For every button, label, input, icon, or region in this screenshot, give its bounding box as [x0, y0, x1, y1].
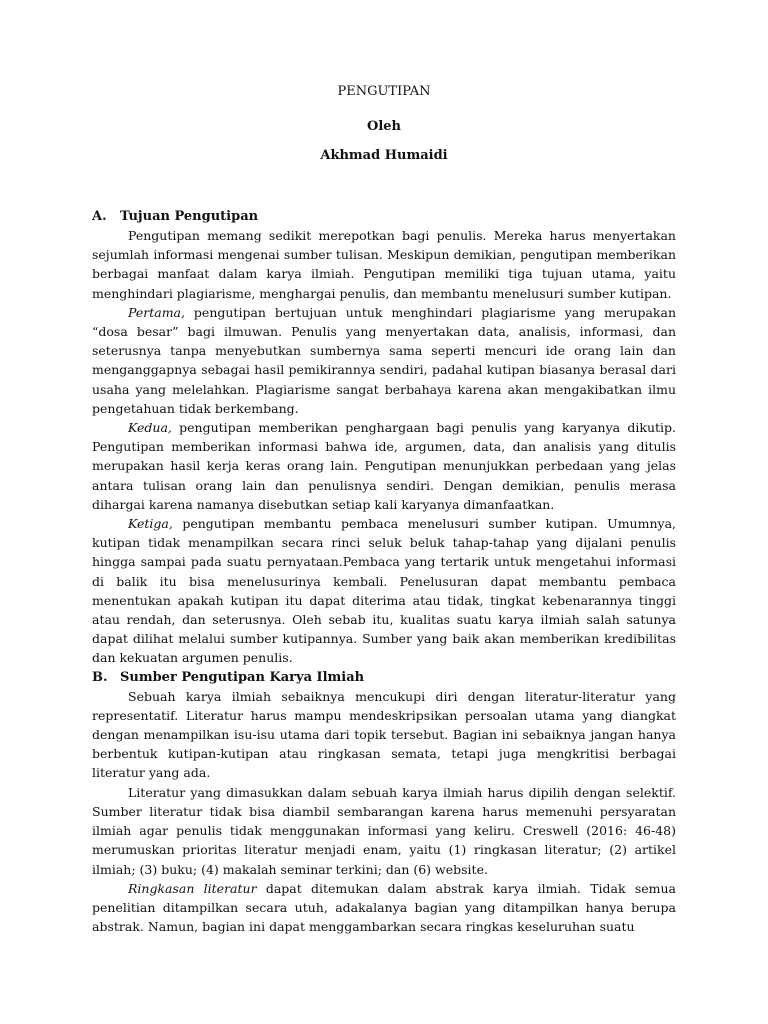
- paragraph-lead: Kedua,: [128, 420, 172, 436]
- paragraph-text: pengutipan bertujuan untuk menghindari plagiarisme yang merupakan “dosa besar” bagi ilmuwan. Penulis yang menyertakan data, analisis, informasi, dan seterusnya tanpa menyebutkan sumbernya sama seperti mencuri ide orang lain dan menganggapnya sebagai hasil pemikirannya sendiri, padahal kutipan biasanya berasal dari usaha yang melelahkan. Plagiarisme sangat berbahaya karena akan mengakibatkan ilmu pengetahuan tidak berkembang.: [92, 304, 676, 416]
- section-letter: A.: [92, 209, 107, 224]
- section-letter: B.: [92, 669, 108, 685]
- paragraph-text: Literatur yang dimasukkan dalam sebuah karya ilmiah harus dipilih dengan selektif. Sumber literatur tidak bisa diambil sembarangan karena harus memenuhi persyaratan ilmiah agar penulis tidak menggunakan informasi yang keliru. Creswell (2016: 46-48) merumuskan prioritas literatur menjadi enam, yaitu (1) ringkasan literatur; (2) artikel ilmiah; (3) buku; (4) makalah seminar terkini; dan (6) website.: [92, 784, 676, 877]
- paragraph: [92, 514, 676, 668]
- section-heading: [92, 207, 676, 226]
- document-title: PENGUTIPAN: [337, 84, 431, 99]
- paragraph-text: Pengutipan memang sedikit merepotkan bagi penulis. Mereka harus menyertakan sejumlah informasi mengenai sumber tulisan. Meskipun demikian, pengutipan memberikan berbagai manfaat dalam karya ilmiah. Pengutipan memiliki tiga tujuan utama, yaitu menghindari plagiarisme, menghargai penulis, dan membantu menelusuri sumber kutipan.: [92, 228, 676, 301]
- paragraph-lead: Ringkasan literatur: [128, 880, 257, 896]
- paragraph-text: Sebuah karya ilmiah sebaiknya mencukupi diri dengan literatur-literatur yang representatif. Literatur harus mampu mendeskripsikan persoalan utama yang diangkat dengan menampilkan isu-isu utama dari topik tersebut. Bagian ini sebaiknya jangan hanya berbentuk kutipan-kutipan atau ringkasan semata, tetapi juga mengkritisi berbagai literatur yang ada.: [92, 688, 676, 781]
- section-title: Sumber Pengutipan Karya Ilmiah: [120, 669, 365, 685]
- section-a: [92, 207, 676, 668]
- paragraph-text: dapat ditemukan dalam abstrak karya ilmiah. Tidak semua penelitian ditampilkan secara utuh, adakalanya bagian yang ditampilkan hanya berupa abstrak. Namun, bagian ini dapat menggambarkan secara ringkas keseluruhan suatu: [92, 880, 676, 935]
- section-b: [92, 668, 676, 937]
- by-line: Oleh: [367, 119, 401, 134]
- paragraph: [92, 879, 676, 937]
- paragraph: [92, 687, 676, 783]
- author-name: Akhmad Humaidi: [320, 148, 448, 163]
- paragraph-text: pengutipan memberikan penghargaan bagi penulis yang karyanya dikutip. Pengutipan memberikan informasi bahwa ide, argumen, data, dan analisis yang ditulis merupakan hasil kerja keras orang lain. Pengutipan menunjukkan perbedaan yang jelas antara tulisan orang lain dan penulisnya sendiri. Dengan demikian, penulis merasa dihargai karena namanya disebutkan setiap kali karyanya dimanfaatkan.: [92, 420, 676, 512]
- paragraph: [92, 418, 676, 514]
- document-page: [92, 84, 676, 936]
- paragraph-text: pengutipan membantu pembaca menelusuri sumber kutipan. Umumnya, kutipan tidak menampilkan secara rinci seluk beluk tahap-tahap yang dijalani penulis hingga sampai pada suatu pernyataan.Pembaca yang tertarik untuk mengetahui informasi di balik itu bisa menelusurinya kembali. Penelusuran dapat membantu pembaca menentukan apakah kutipan itu dapat diterima atau tidak, tingkat kebenarannya tinggi atau rendah, dan seterusnya. Oleh sebab itu, kualitas suatu karya ilmiah salah satunya dapat dilihat melalui sumber kutipannya. Sumber yang baik akan memberikan kredibilitas dan kekuatan argumen penulis.: [92, 516, 676, 666]
- section-title: Tujuan Pengutipan: [120, 209, 259, 224]
- paragraph-lead: Pertama,: [128, 304, 185, 320]
- paragraph-lead: Ketiga,: [128, 516, 173, 532]
- paragraph: [92, 303, 676, 418]
- paragraph: [92, 226, 676, 303]
- paragraph: [92, 783, 676, 879]
- section-heading: [92, 668, 676, 687]
